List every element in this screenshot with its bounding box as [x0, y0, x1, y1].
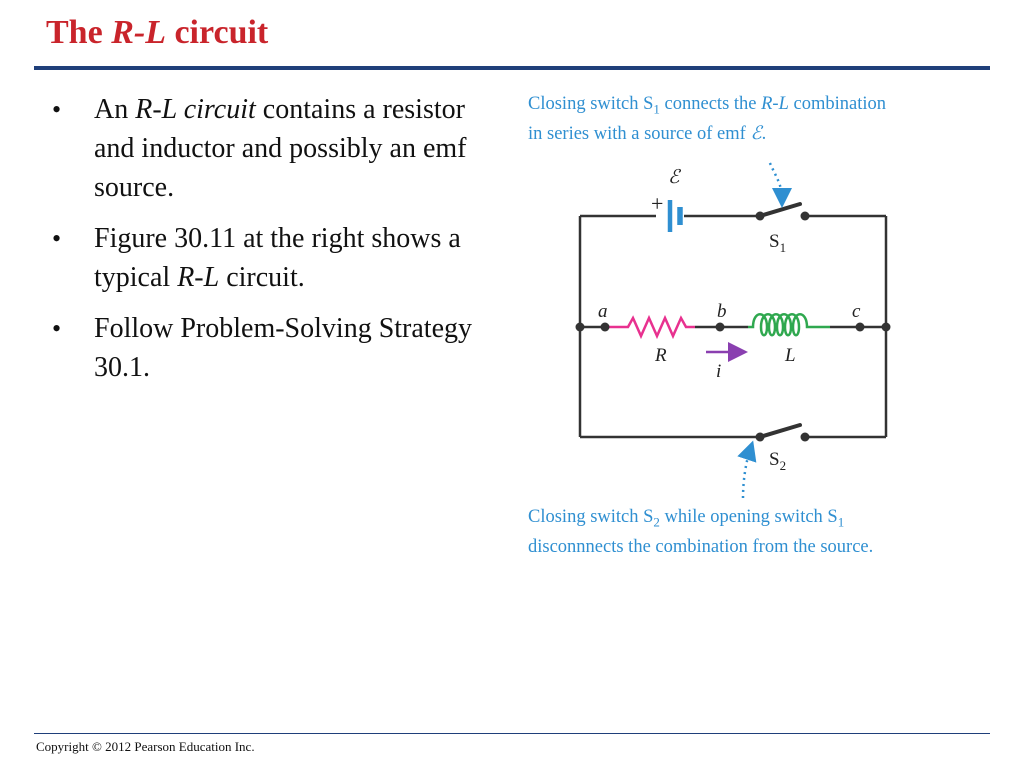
- inductor-label: L: [785, 345, 796, 366]
- switch-s1: [760, 204, 800, 216]
- caption-switch2: Closing switch $S_2$ while opening switch $S_1$ disconnnects the combination from the source.: [528, 507, 874, 557]
- battery-plus-label: +: [651, 191, 664, 216]
- title-divider: [34, 66, 990, 70]
- emf-label: ℰ: [668, 167, 680, 188]
- switch-s2: [760, 425, 800, 437]
- resistor-label: R: [655, 345, 667, 366]
- copyright-footer: Copyright © 2012 Pearson Education Inc.: [36, 739, 255, 754]
- bullet-item: • Figure 30.11 at the right shows a typical R-L circuit.: [48, 219, 478, 297]
- switch1-label: $S_1$: [769, 231, 787, 255]
- pointer-arrow-s1: [764, 160, 782, 198]
- bullet-marker: •: [52, 314, 62, 343]
- bullet-item: • An R-L circuit contains a resistor and inductor and possibly an emf source.: [48, 90, 478, 207]
- bullet-item: • Follow Problem-Solving Strategy 30.1.: [48, 309, 478, 387]
- current-label: i: [716, 361, 722, 382]
- slide-title: The R-L circuit: [46, 14, 269, 51]
- bullet-marker: •: [52, 95, 62, 124]
- inductor: [748, 314, 830, 335]
- caption-switch1: Closing switch $S_1$ connects the R-L combination in series with a source of emf ℰ.: [528, 94, 886, 144]
- pointer-arrow-s2: [743, 450, 750, 498]
- node-a-label: a: [598, 301, 608, 322]
- node-c-label: c: [852, 301, 861, 322]
- switch2-label: $S_2$: [769, 449, 787, 473]
- bullet-marker: •: [52, 224, 62, 253]
- footer-divider: [34, 733, 990, 734]
- node-b-label: b: [717, 301, 727, 322]
- rl-circuit-diagram: [560, 160, 900, 505]
- emf-battery: [670, 200, 680, 232]
- resistor: [605, 318, 695, 336]
- bullet-list: [48, 90, 478, 399]
